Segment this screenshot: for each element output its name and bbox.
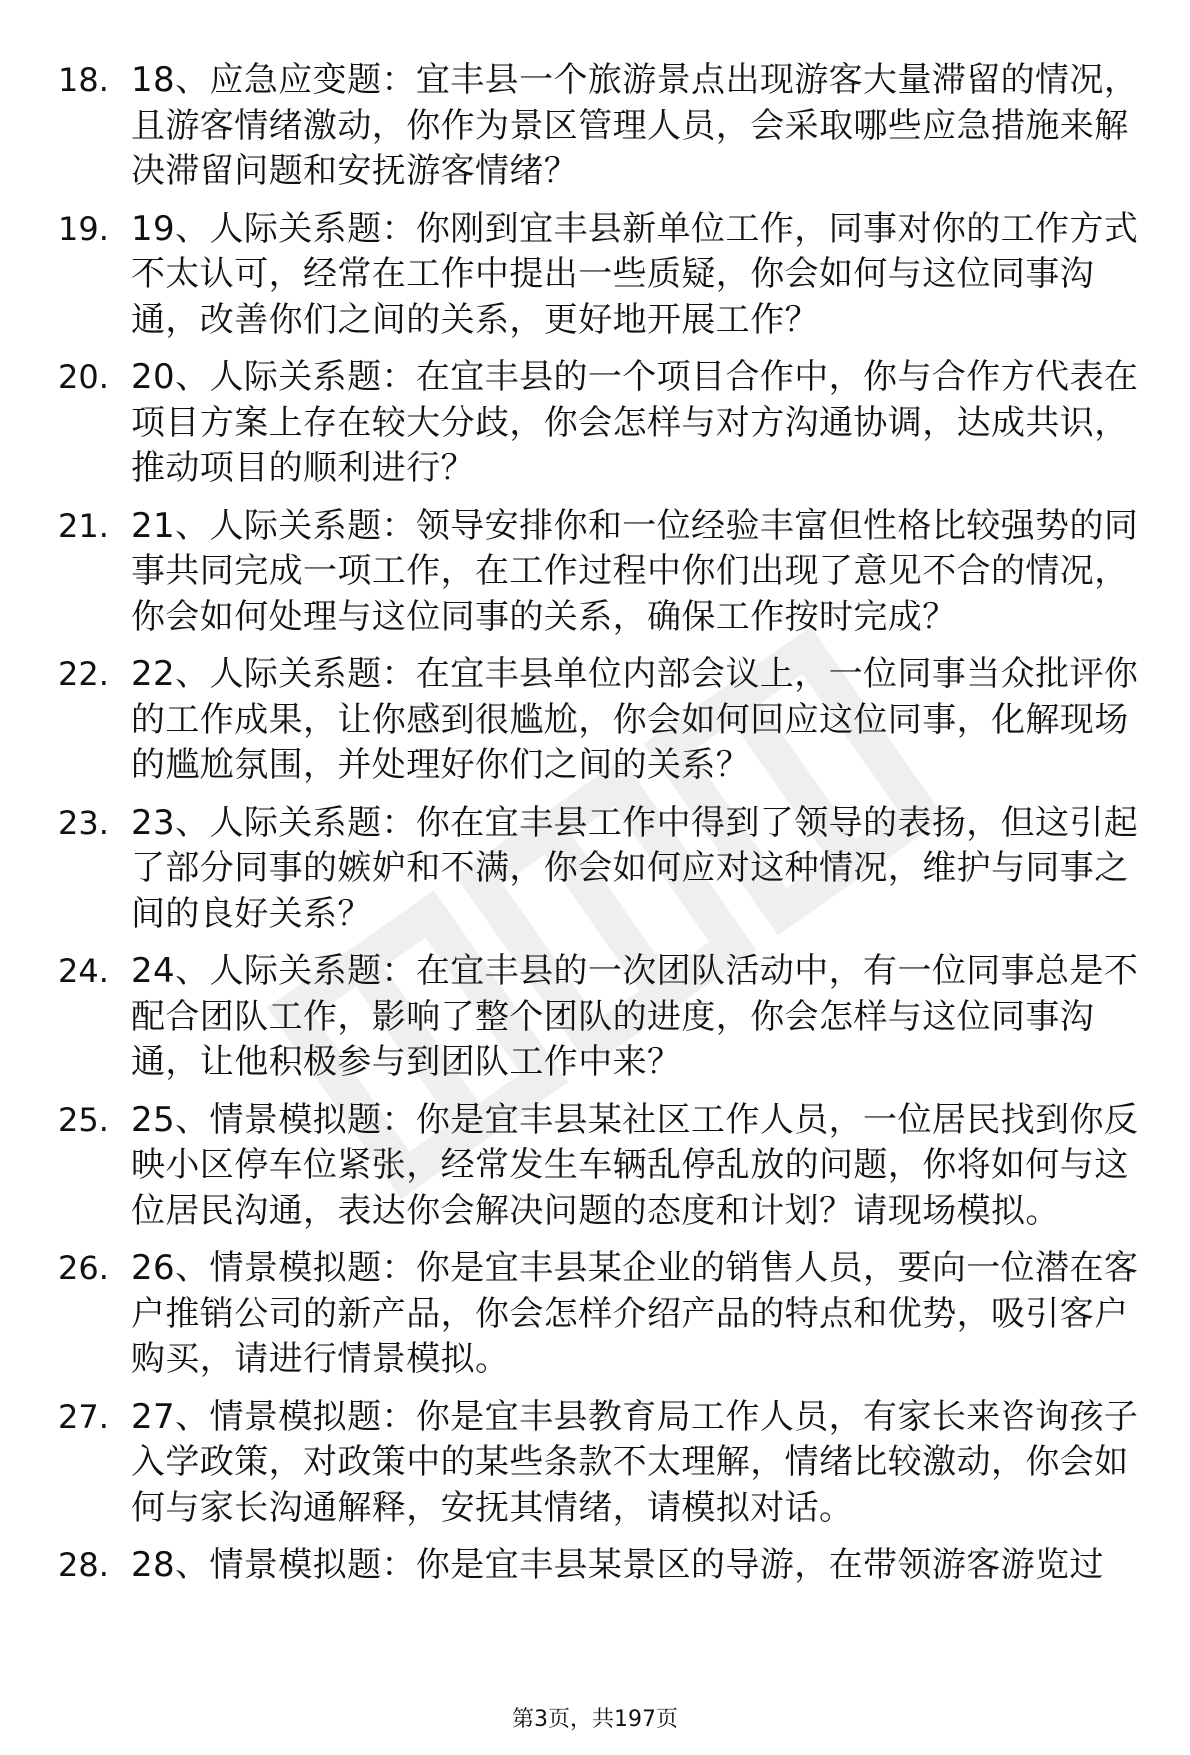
- question-text: 22、人际关系题：在宜丰县单位内部会议上，一位同事当众批评你的工作成果，让你感到很尴尬，你会如何回应这位同事，化解现场的尴尬氛围，并处理好你们之间的关系？: [131, 654, 1139, 785]
- question-text: 23、人际关系题：你在宜丰县工作中得到了领导的表扬，但这引起了部分同事的嫉妒和不满，你会如何应对这种情况，维护与同事之间的良好关系？: [131, 802, 1139, 934]
- question-text: 19、人际关系题：你刚到宜丰县新单位工作，同事对你的工作方式不太认可，经常在工作中提出一些质疑，你会如何与这位同事沟通，改善你们之间的关系，更好地开展工作？: [131, 208, 1139, 340]
- question-item-25: [58, 1098, 1158, 1235]
- question-text: 18、应急应变题：宜丰县一个旅游景点出现游客大量滞留的情况，且游客情绪激动，你作为景区管理人员，会采取哪些应急措施来解决滞留问题和安抚游客情绪？: [131, 60, 1139, 191]
- question-text: 25、情景模拟题：你是宜丰县某社区工作人员，一位居民找到你反映小区停车位紧张，经常发生车辆乱停乱放的问题，你将如何与这位居民沟通，表达你会解决问题的态度和计划？请现场模拟。: [131, 1099, 1139, 1231]
- question-text: 26、情景模拟题：你是宜丰县某企业的销售人员，要向一位潜在客户推销公司的新产品，你会怎样介绍产品的特点和优势，吸引客户购买，请进行情景模拟。: [131, 1248, 1139, 1379]
- item-number: 28.: [58, 1546, 109, 1584]
- item-number: 22.: [58, 655, 109, 693]
- question-item-26: [58, 1246, 1158, 1383]
- item-number: 20.: [58, 358, 109, 396]
- question-item-24: [58, 949, 1158, 1086]
- question-item-21: [58, 504, 1158, 641]
- question-item-18: [58, 58, 1158, 195]
- question-text: 24、人际关系题：在宜丰县的一次团队活动中，有一位同事总是不配合团队工作，影响了整个团队的进度，你会怎样与这位同事沟通，让他积极参与到团队工作中来？: [131, 951, 1139, 1082]
- question-text: 20、人际关系题：在宜丰县的一个项目合作中，你与合作方代表在项目方案上存在较大分歧，你会怎样与对方沟通协调，达成共识，推动项目的顺利进行？: [131, 357, 1139, 488]
- question-text: 21、人际关系题：领导安排你和一位经验丰富但性格比较强势的同事共同完成一项工作，在工作过程中你们出现了意见不合的情况，你会如何处理与这位同事的关系，确保工作按时完成？: [131, 505, 1139, 637]
- page-number: 第3页，共197页: [512, 1707, 678, 1732]
- item-number: 19.: [58, 209, 109, 248]
- question-item-19: [58, 207, 1158, 344]
- item-number: 26.: [58, 1249, 109, 1287]
- item-number: 21.: [58, 506, 109, 545]
- question-item-27: [58, 1395, 1158, 1532]
- item-number: 23.: [58, 803, 109, 842]
- question-item-20: [58, 355, 1158, 492]
- question-item-23: [58, 801, 1158, 938]
- item-number: 27.: [58, 1397, 109, 1436]
- question-text: 28、情景模拟题：你是宜丰县某景区的导游，在带领游客游览过: [131, 1545, 1104, 1585]
- item-number: 18.: [58, 61, 109, 99]
- item-number: 24.: [58, 952, 109, 990]
- item-number: 25.: [58, 1100, 109, 1139]
- question-text: 27、情景模拟题：你是宜丰县教育局工作人员，有家长来咨询孩子入学政策，对政策中的某些条款不太理解，情绪比较激动，你会如何与家长沟通解释，安抚其情绪，请模拟对话。: [131, 1396, 1139, 1528]
- question-item-28: [58, 1543, 1158, 1589]
- question-item-22: [58, 652, 1158, 789]
- question-list: [58, 58, 1158, 1589]
